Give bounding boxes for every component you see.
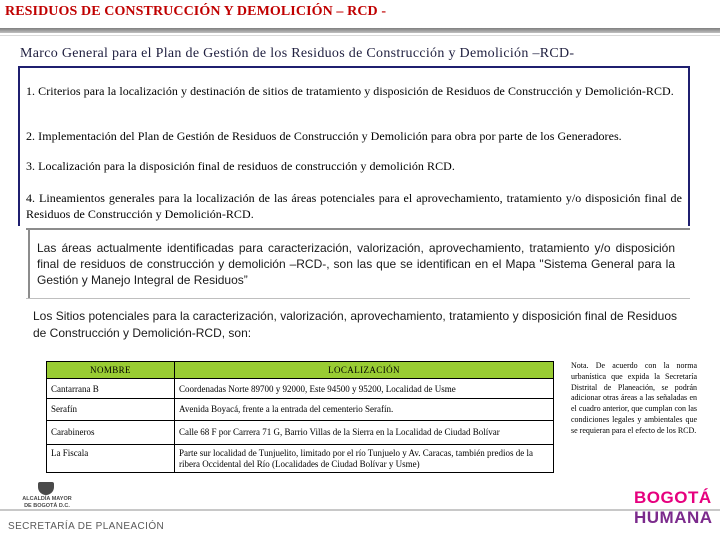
header-location: LOCALIZACIÓN — [175, 362, 554, 379]
logo-word-1: BOGOTÁ — [634, 488, 712, 507]
seal-text — [12, 496, 82, 509]
title-rule — [0, 28, 720, 33]
criterion-3: 3. Localización para la disposición final de residuos de construcción y demolición RCD. — [26, 159, 455, 173]
logo-line-2 — [634, 508, 714, 528]
sites-table — [46, 361, 554, 473]
slide-title: RESIDUOS DE CONSTRUCCIÓN Y DEMOLICIÓN – RCD - — [5, 4, 387, 19]
site-name: Carabineros — [47, 421, 175, 445]
criterion-2: 2. Implementación del Plan de Gestión de Residuos de Construcción y Demolición para obra por parte de los Generadores. — [26, 129, 622, 143]
potential-sites-text: Los Sitios potenciales para la caracterización, valorización, aprovechamiento, tratamiento y disposición final de Residuos de Construcción y Demolición-RCD, son: — [33, 309, 677, 340]
site-location: Avenida Boyacá, frente a la entrada del cementerio Serafín. — [175, 399, 554, 421]
site-name: La Fiscala — [47, 445, 175, 473]
site-location: Parte sur localidad de Tunjuelito, limitado por el río Tunjuelo y Av. Caracas, también predios de la ribera Occidental del Río (Localidades de Ciudad Bolívar y Usme) — [175, 445, 554, 473]
table-row — [47, 379, 554, 399]
framework-title: Marco General para el Plan de Gestión de los Residuos de Construcción y Demolición –RCD- — [20, 46, 575, 61]
title-rule-thin — [0, 35, 720, 36]
shield-icon — [38, 482, 54, 495]
site-location: Coordenadas Norte 89700 y 92000, Este 94500 y 95200, Localidad de Usme — [175, 379, 554, 399]
table-row — [47, 399, 554, 421]
logo-word-2: HUMANA — [634, 508, 713, 527]
footer-rule — [0, 509, 720, 511]
seal-text-line-1: ALCALDÍA MAYOR — [22, 496, 72, 502]
criterion-4: 4. Lineamientos generales para la localización de las áreas potenciales para el aprovechamiento, tratamiento y/o disposición final de Residuos de Construcción y Demolición-RCD. — [26, 191, 682, 221]
logo-line-1 — [634, 488, 714, 508]
note-text: Nota. De acuerdo con la norma urbanística que expida la Secretaría Distrital de Planeación, se podrán adicionar otras áreas a las señaladas en el cuadro anterior, que cumplan con las condiciones legales y ambientales que se requieran para el efecto de los RCD. — [571, 361, 697, 435]
bogota-humana-logo — [634, 488, 714, 536]
section-divider-left — [28, 228, 30, 298]
site-name: Cantarrana B — [47, 379, 175, 399]
seal-text-line-2: DE BOGOTÁ D.C. — [24, 502, 70, 509]
criterion-1: 1. Criterios para la localización y destinación de sitios de tratamiento y disposición de Residuos de Construcción y Demolición-RCD. — [26, 84, 674, 98]
site-location: Calle 68 F por Carrera 71 G, Barrio Villas de la Sierra en la Localidad de Ciudad Bolívar — [175, 421, 554, 445]
section-divider-bottom — [26, 298, 690, 299]
alcaldia-seal — [12, 482, 82, 512]
table-row — [47, 445, 554, 473]
header-name: NOMBRE — [47, 362, 175, 379]
section-divider-top — [26, 228, 690, 230]
table-row — [47, 421, 554, 445]
footer-org-name: SECRETARÍA DE PLANEACIÓN — [8, 521, 165, 532]
site-name: Serafín — [47, 399, 175, 421]
identified-areas-text: Las áreas actualmente identificadas para caracterización, valorización, aprovechamiento, tratamiento y/o disposición final de residuos de construcción y demolición –RCD-, son las que se identifican en el Mapa "Sistema General para la Gestión y Manejo Integral de Residuos” — [37, 241, 675, 287]
table-header-row — [47, 362, 554, 379]
